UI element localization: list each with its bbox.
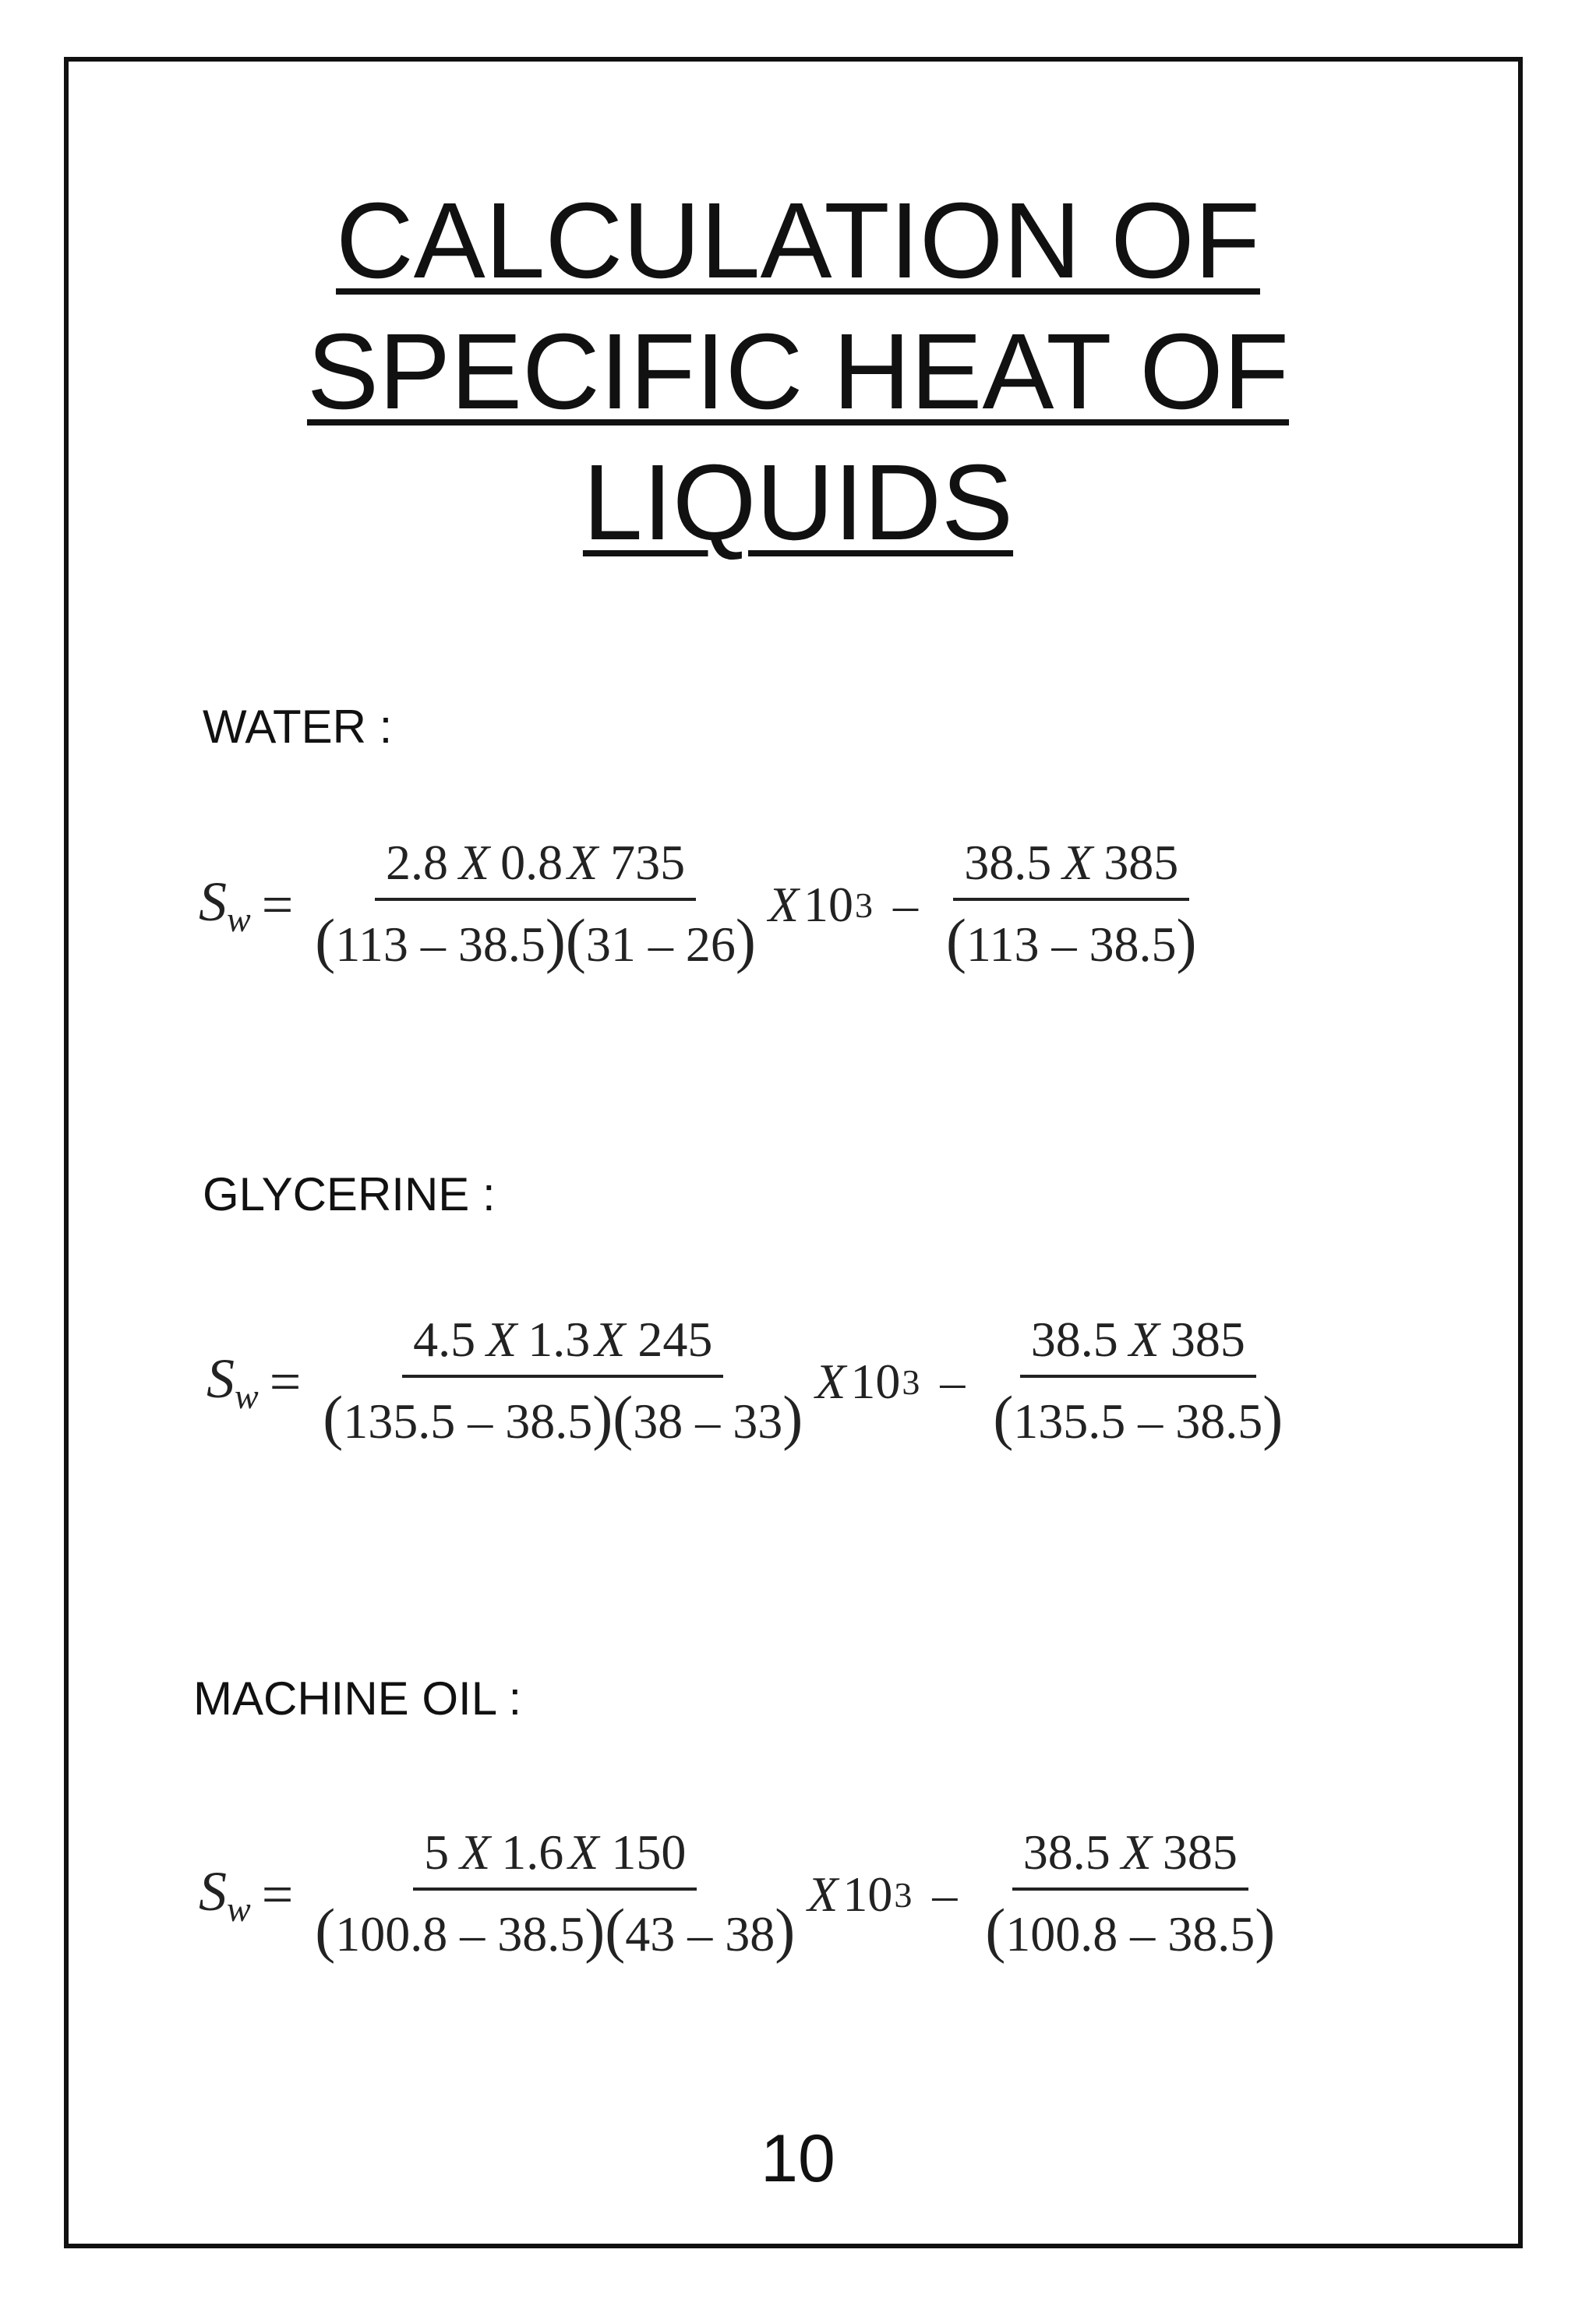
fraction-numerator: 4.5 X 1.3X 245 <box>402 1311 723 1378</box>
fraction-denominator: (113 – 38.5)(31 – 26) <box>315 906 756 974</box>
fraction-correction <box>980 1824 1280 1965</box>
minus-sign: – <box>932 1866 958 1922</box>
fraction-denominator: (135.5 – 38.5)(38 – 33) <box>323 1383 803 1451</box>
section-label-machine-oil: MACHINE OIL : <box>193 1672 522 1725</box>
section-label-glycerine: GLYCERINE : <box>203 1168 496 1220</box>
equals-sign: = <box>261 1863 294 1926</box>
formula-lhs: $S_w$ <box>199 1860 251 1929</box>
fraction-denominator: (100.8 – 38.5) <box>985 1896 1276 1964</box>
formula-lhs: $S_w$ <box>207 1347 259 1416</box>
formula-glycerine <box>207 1311 1287 1453</box>
title-line-2: SPECIFIC HEAT OF <box>306 312 1290 432</box>
fraction-numerator: 38.5 X 385 <box>1020 1311 1256 1378</box>
formula-lhs: $S_w$ <box>199 870 251 939</box>
fraction-main <box>310 834 761 976</box>
fraction-numerator: 38.5 X 385 <box>1012 1824 1248 1891</box>
fraction-main <box>318 1311 807 1453</box>
power-term: X 10 3 <box>807 1866 913 1922</box>
formula-water <box>199 834 1202 976</box>
formula-machine-oil <box>199 1824 1280 1965</box>
section-label-water: WATER : <box>203 701 393 753</box>
power-term: X 10 3 <box>815 1354 920 1409</box>
fraction-denominator: (113 – 38.5) <box>945 906 1197 974</box>
minus-sign: – <box>892 877 918 932</box>
title-line-1: CALCULATION OF <box>336 181 1260 301</box>
fraction-denominator: (100.8 – 38.5)(43 – 38) <box>315 1896 796 1964</box>
fraction-main <box>310 1824 800 1965</box>
equals-sign: = <box>269 1350 302 1413</box>
equals-sign: = <box>261 873 294 936</box>
fraction-denominator: (135.5 – 38.5) <box>993 1383 1284 1451</box>
fraction-numerator: 38.5 X 385 <box>953 834 1189 901</box>
minus-sign: – <box>940 1354 966 1409</box>
page-title <box>0 175 1596 568</box>
page-number: 10 <box>761 2121 835 2196</box>
fraction-numerator: 2.8 X 0.8X 735 <box>375 834 696 901</box>
fraction-numerator: 5 X 1.6X 150 <box>413 1824 697 1891</box>
fraction-correction <box>988 1311 1287 1453</box>
power-term: X 10 3 <box>768 877 873 932</box>
fraction-correction <box>941 834 1202 976</box>
title-line-3: LIQUIDS <box>582 443 1014 563</box>
